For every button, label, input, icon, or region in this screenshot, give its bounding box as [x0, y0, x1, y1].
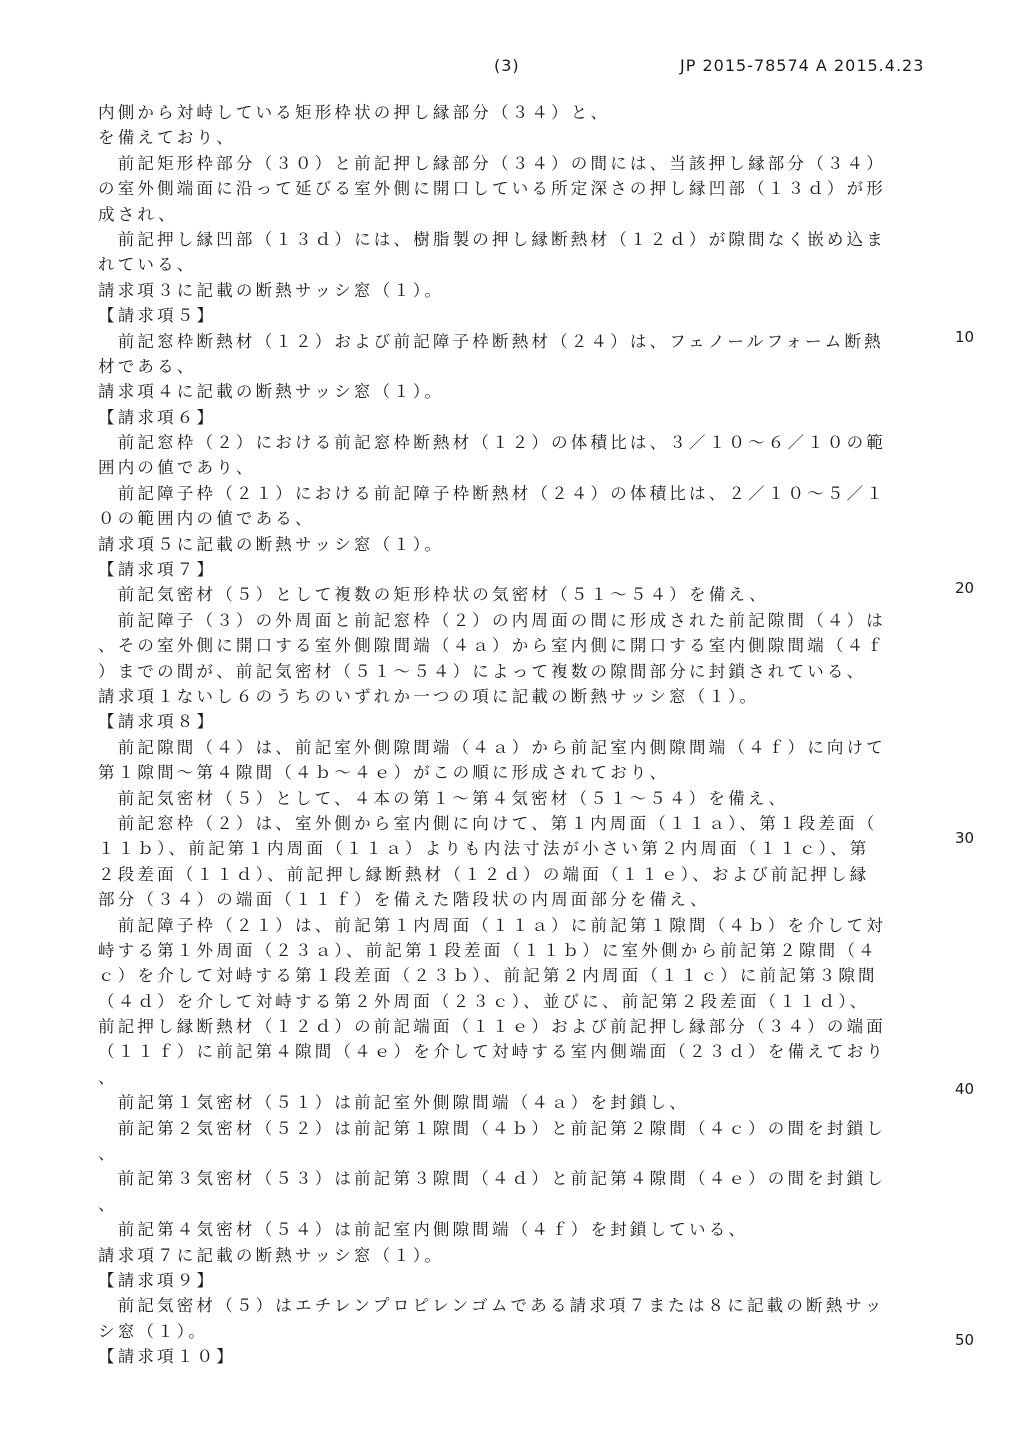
claims-body [98, 100, 928, 1370]
text-line: 前記窓枠（２）は、室外側から室内側に向けて、第１内周面（１１ａ）、第１段差面（ [98, 813, 878, 833]
text-line: 前記障子枠（２１）は、前記第１内周面（１１ａ）に前記第１隙間（４ｂ）を介して対 [98, 915, 886, 935]
text-line: ２段差面（１１ｄ）、前記押し縁断熱材（１２ｄ）の端面（１１ｅ）、および前記押し縁 [98, 864, 870, 884]
text-line: 、 [98, 1194, 118, 1214]
text-line: れている、 [98, 255, 197, 275]
claim-heading: 【請求項７】 [98, 560, 217, 580]
line-number: 40 [955, 1080, 975, 1098]
claim-heading: 【請求項１０】 [98, 1347, 236, 1367]
text-line: 成され、 [98, 204, 178, 224]
text-line: 請求項５に記載の断熱サッシ窓（１）。 [98, 534, 445, 554]
claim-heading: 【請求項８】 [98, 712, 217, 732]
text-line: 、その室外側に開口する室外側隙間端（４ａ）から室内側に開口する室内側隙間端（４ｆ [98, 636, 886, 656]
text-line: を備えており、 [98, 128, 236, 148]
text-line: 部分（３４）の端面（１１ｆ）を備えた階段状の内周面部分を備え、 [98, 890, 710, 910]
text-line: 前記窓枠断熱材（１２）および前記障子枠断熱材（２４）は、フェノールフォーム断熱 [98, 331, 884, 351]
text-line: 前記矩形枠部分（３０）と前記押し縁部分（３４）の間には、当該押し縁部分（３４） [98, 153, 886, 173]
text-line: 材である、 [98, 356, 197, 376]
line-number: 30 [955, 829, 975, 847]
text-line: 第１隙間～第４隙間（４ｂ～４ｅ）がこの順に形成されており、 [98, 763, 670, 783]
publication-id: JP 2015-78574 A 2015.4.23 [680, 56, 925, 75]
claim-heading: 【請求項９】 [98, 1270, 217, 1290]
text-line: 前記押し縁断熱材（１２ｄ）の前記端面（１１ｅ）および前記押し縁部分（３４）の端面 [98, 1017, 886, 1037]
text-line: 前記障子枠（２１）における前記障子枠断熱材（２４）の体積比は、２／１０～５／１ [98, 483, 886, 503]
text-line: 前記隙間（４）は、前記室外側隙間端（４ａ）から前記室内側隙間端（４ｆ）に向けて [98, 737, 886, 757]
text-line: 囲内の値であり、 [98, 458, 256, 478]
claim-heading: 【請求項６】 [98, 407, 217, 427]
text-line: 前記気密材（５）はエチレンプロピレンゴムである請求項７または８に記載の断熱サッ [98, 1296, 885, 1316]
text-line: 請求項７に記載の断熱サッシ窓（１）。 [98, 1245, 445, 1265]
text-line: の室外側端面に沿って延びる室外側に開口している所定深さの押し縁凹部（１３ｄ）が形 [98, 179, 886, 199]
text-line: 前記第１気密材（５１）は前記室外側隙間端（４ａ）を封鎖し、 [98, 1093, 689, 1113]
line-number: 10 [955, 328, 975, 346]
text-line: （４ｄ）を介して対峙する第２外周面（２３ｃ）、並びに、前記第２段差面（１１ｄ）、 [98, 991, 870, 1011]
text-line: 前記第２気密材（５２）は前記第１隙間（４ｂ）と前記第２隙間（４ｃ）の間を封鎖し [98, 1118, 887, 1138]
text-line: 前記障子（３）の外周面と前記窓枠（２）の内周面の間に形成された前記隙間（４）は [98, 610, 886, 630]
claim-heading: 【請求項５】 [98, 306, 217, 326]
line-number: 50 [955, 1331, 975, 1349]
page-number: (3) [494, 56, 520, 75]
text-line: 峙する第１外周面（２３ａ）、前記第１段差面（１１ｂ）に室外側から前記第２隙間（４ [98, 940, 878, 960]
text-line: 前記気密材（５）として複数の矩形枠状の気密材（５１～５４）を備え、 [98, 585, 769, 605]
text-line: １１ｂ）、前記第１内周面（１１ａ）よりも内法寸法が小さい第２内周面（１１ｃ）、第 [98, 839, 870, 859]
text-line: 前記第４気密材（５４）は前記室内側隙間端（４ｆ）を封鎖している、 [98, 1220, 749, 1240]
text-line: ０の範囲内の値である、 [98, 509, 315, 529]
text-line: ｃ）を介して対峙する第１段差面（２３ｂ）、前記第２内周面（１１ｃ）に前記第３隙間 [98, 966, 878, 986]
text-line: 、 [98, 1067, 118, 1087]
text-line: 前記窓枠（２）における前記窓枠断熱材（１２）の体積比は、３／１０～６／１０の範 [98, 433, 886, 453]
text-line: 前記気密材（５）として、４本の第１～第４気密材（５１～５４）を備え、 [98, 788, 789, 808]
text-line: 、 [98, 1144, 118, 1164]
text-line: 内側から対峙している矩形枠状の押し縁部分（３４）と、 [98, 103, 611, 122]
text-line: 請求項１ないし６のうちのいずれか一つの項に記載の断熱サッシ窓（１）。 [98, 686, 760, 706]
text-line: （１１ｆ）に前記第４隙間（４ｅ）を介して対峙する室内側端面（２３ｄ）を備えており [98, 1042, 886, 1062]
text-line: 前記押し縁凹部（１３ｄ）には、樹脂製の押し縁断熱材（１２ｄ）が隙間なく嵌め込ま [98, 229, 886, 249]
text-line: シ窓（１）。 [98, 1321, 208, 1341]
text-line: 請求項３に記載の断熱サッシ窓（１）。 [98, 280, 445, 300]
line-number: 20 [955, 579, 975, 597]
text-line: 前記第３気密材（５３）は前記第３隙間（４ｄ）と前記第４隙間（４ｅ）の間を封鎖し [98, 1169, 887, 1189]
text-line: 請求項４に記載の断熱サッシ窓（１）。 [98, 382, 445, 402]
text-line: ）までの間が、前記気密材（５１～５４）によって複数の隙間部分に封鎖されている、 [98, 661, 867, 681]
